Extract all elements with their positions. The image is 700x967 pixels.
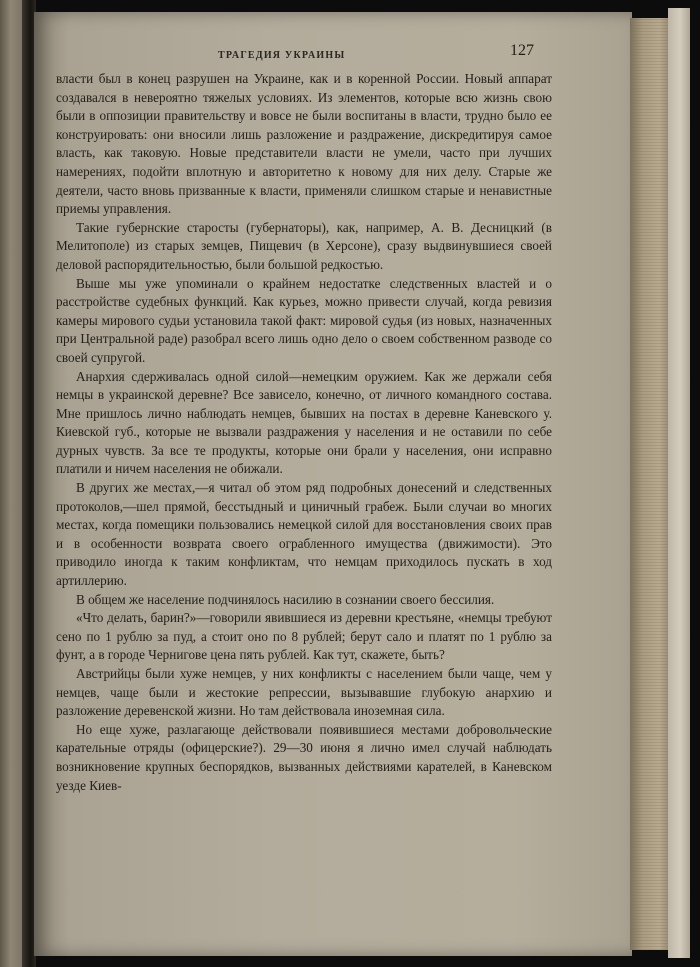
paragraph: Выше мы уже упоминали о крайнем недостатке следственных властей и о расстройстве судебных функций. Как курьез, можно привести случай, когда ревизия камеры мирового судьи установила такой факт: мировой судья (из новых, назначенных при Центральной раде) разобрал всего лишь одно дело о своем собственном разводе со своей супругой. [56, 275, 552, 365]
paragraph: Анархия сдерживалась одной силой—немецким оружием. Как же держали себя немцы в украинской деревне? Все зависело, конечно, от личного командного состава. Мне пришлось лично наблюдать немцев, бывших на постах в деревне Каневского у. Киевской губ., которые не вызвали раздражения у населения и не оставили по себе дурных чувств. За все те продукты, которые они брали у населения, они исправно платили и ничем населения не обижали. [56, 368, 552, 477]
left-page-edge [0, 0, 24, 967]
paragraph: В других же местах,—я читал об этом ряд подробных донесений и следственных протоколов,—шел прямой, бесстыдный и циничный грабеж. Были случаи во многих местах, когда помещики пользовались немецкой силой для восстановления своих прав и в особенности возврата своего ограбленного имущества (движимости). Это приводило иногда к таким конфликтам, что немцам приходилось пускать в ход артиллерию. [56, 480, 552, 589]
page-block-edge [630, 18, 672, 950]
paragraph: В общем же население подчинялось насилию в сознании своего бессилия. [76, 591, 495, 607]
background [690, 0, 700, 967]
running-head: ТРАГЕДИЯ УКРАИНЫ [218, 50, 346, 61]
book-page [34, 12, 632, 956]
page-number: 127 [510, 42, 534, 59]
paragraph: Австрийцы были хуже немцев, у них конфликты с населением были чаще, чем у немцев, чаще были и жестокие репрессии, вызывавшие глубокую анархию и разложение деревенской жизни. Но там действовала иноземная сила. [56, 666, 552, 719]
paragraph: Такие губернские старосты (губернаторы), как, например, А. В. Десницкий (в Мелитополе) из старых земцев, Пищевич (в Херсоне), сразу выдвинувшиеся своей деловой распорядительностью, были большой редкостью. [56, 219, 552, 272]
paragraph: власти был в конец разрушен на Украине, как и в коренной России. Новый аппарат создавался в невероятно тяжелых условиях. Из элементов, которые всю жизнь свою были в оппозиции правительству и вовсе не были воспитаны в власти, трудно было ее конструировать: они вносили лишь разложение и раздражение, дискредитируя самое власть, как таковую. Новые представители власти не умели, часто при лучших намерениях, подойти вплотную и авторитетно к новому для них делу. Старые же деятели, часто вновь призванные к власти, применяли слишком старые и ненавистные приемы управления. [56, 71, 552, 217]
paragraph: Но еще хуже, разлагающе действовали появившиеся местами добровольческие карательные отряды (офицерские?). 29—30 июня я лично имел случай наблюдать возникновение крупных беспорядков, вызванных действиями карателей, в Каневском уезде Киев- [56, 721, 552, 793]
paragraph: «Что делать, барин?»—говорили явившиеся из деревни крестьяне, «немцы требуют сено по 1 рублю за пуд, а стоит оно по 8 рублей; берут сало и платят по 1 рублю за фунт, а в городе Чернигове цена пять рублей. Как тут, скажете, быть? [56, 610, 552, 663]
page-text [56, 70, 552, 795]
page-header [34, 42, 632, 66]
book-cover-edge [668, 8, 692, 958]
